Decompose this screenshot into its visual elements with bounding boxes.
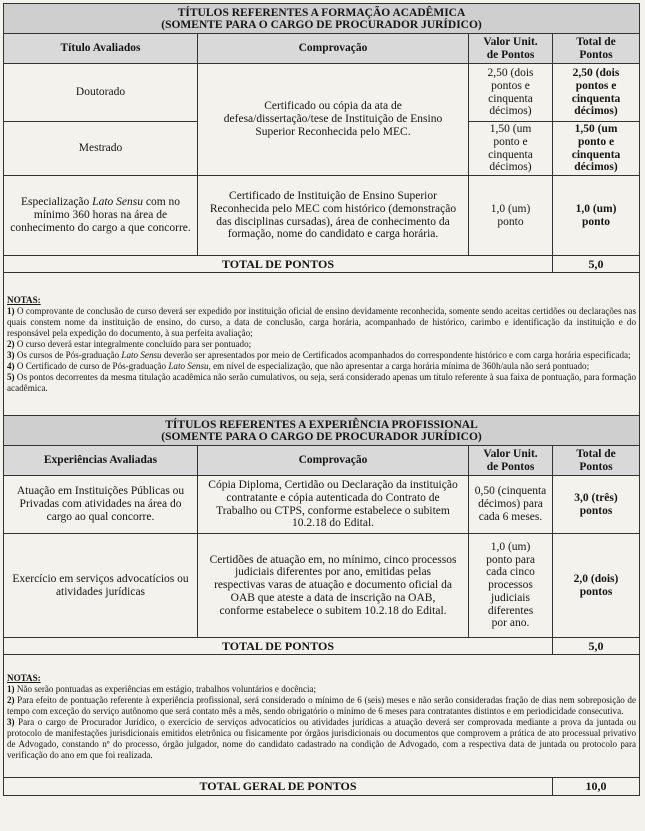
note-text: Os pontos decorrentes da mesma titulação acadêmica não serão cumulativos, ou seja, será considerado apenas um título referente à sua faixa de pontuação, para formação acadêmica. xyxy=(7,372,637,393)
experience-header-unit xyxy=(469,446,553,476)
note-text: deverão ser apresentados por meio de Certificados acompanhados do correspondente histórico e com carga horária especificada; xyxy=(161,350,631,360)
table-row xyxy=(4,476,640,534)
grand-total-label: TOTAL GERAL DE PONTOS xyxy=(4,778,553,796)
academic-notes xyxy=(4,273,640,416)
scoring-document xyxy=(3,3,639,796)
note-number: 1) xyxy=(7,306,15,316)
note-number: 5) xyxy=(7,372,15,382)
row-unit-mestrado: 1,50 (um ponto e cinquenta décimos) xyxy=(469,122,553,176)
row-title-atuacao: Atuação em Instituições Públicas ou Privadas com atividades na área do cargo ao qual concorre. xyxy=(4,476,198,534)
academic-note-5 xyxy=(7,372,636,394)
experience-header-total-line1: Total de xyxy=(576,447,616,460)
row-unit-atuacao: 0,50 (cinquenta décimos) para cada 6 meses. xyxy=(469,476,553,534)
academic-total-label: TOTAL DE PONTOS xyxy=(4,256,553,273)
experience-header-total-line2: Pontos xyxy=(579,460,613,473)
experience-title-line1: TÍTULOS REFERENTES A EXPERIÊNCIA PROFISSIONAL xyxy=(165,419,478,431)
row-unit-doutorado: 2,50 (dois pontos e cinquenta décimos) xyxy=(469,64,553,122)
academic-header-total-line2: Pontos xyxy=(579,48,613,61)
academic-header-total-line1: Total de xyxy=(576,35,616,48)
experience-notes-row xyxy=(4,655,640,778)
experience-note-3 xyxy=(7,717,636,761)
note-text: Para o cargo de Procurador Jurídico, o exercício de serviços advocatícios ou atividades jurídicas a atuação deverá ser comprovada mediante a prova da juntada ou protocolo de manifestações jurisdicionais emitidos eletrônica ou fisicamente por órgãos jurisdicionais ou documentos que comprovem a prática de ato processual privativo de Advogado, constando nº do processo, órgão julgador, nome do candidato cadastrado na condição de Advogado, com a respectiva data de juntada ou protocolo para verificação do ano em que foi realizada. xyxy=(7,716,637,760)
table-row xyxy=(4,534,640,638)
academic-note-4 xyxy=(7,361,636,372)
row-title-doutorado: Doutorado xyxy=(4,64,198,122)
academic-header-unit xyxy=(469,34,553,64)
row-total-especializacao: 1,0 (um) ponto xyxy=(553,176,640,256)
table-row xyxy=(4,176,640,256)
academic-section-title xyxy=(4,4,640,34)
academic-notes-row xyxy=(4,273,640,416)
row-total-advocacia: 2,0 (dois) pontos xyxy=(553,534,640,638)
row-title-mestrado: Mestrado xyxy=(4,122,198,176)
academic-header-proof: Comprovação xyxy=(198,34,469,64)
academic-note-1 xyxy=(7,306,636,339)
academic-header-unit-line2: de Pontos xyxy=(486,48,535,61)
experience-note-1 xyxy=(7,684,636,695)
row-proof-shared: Certificado ou cópia da ata de defesa/dissertação/tese de Instituição de Ensino Superior Reconhecida pelo MEC. xyxy=(198,64,469,176)
academic-notes-title: NOTAS: xyxy=(7,295,41,305)
note-text: O Certificado de curso de Pós-graduação xyxy=(14,361,169,371)
especializacao-text-italic: Lato Sensu xyxy=(92,196,143,209)
row-total-atuacao: 3,0 (três) pontos xyxy=(553,476,640,534)
note-number: 3) xyxy=(7,350,15,360)
experience-notes xyxy=(4,655,640,778)
row-total-mestrado: 1,50 (um ponto e cinquenta décimos) xyxy=(553,122,640,176)
experience-header-unit-line1: Valor Unit. xyxy=(483,447,538,460)
experience-total-value: 5,0 xyxy=(553,638,640,655)
row-title-especializacao xyxy=(4,176,198,256)
note-text: Não serão pontuadas as experiências em estágio, trabalhos voluntários e docência; xyxy=(14,683,317,694)
experience-header-proof: Comprovação xyxy=(198,446,469,476)
experience-notes-title: NOTAS: xyxy=(7,672,41,683)
experience-header-row xyxy=(4,446,640,476)
note-text: Os cursos de Pós-graduação xyxy=(14,350,122,360)
academic-header-total xyxy=(553,34,640,64)
row-proof-advocacia: Certidões de atuação em, no mínimo, cinco processos judiciais diferentes por ano, emitidas pelas respectivas varas de atuação e documento oficial da OAB que ateste a data de inscrição na OAB, conforme estabelece o subitem 10.2.18 do Edital. xyxy=(198,534,469,638)
academic-titles-table xyxy=(3,3,640,796)
row-proof-especializacao: Certificado de Instituição de Ensino Superior Reconhecida pelo MEC com histórico (demonstração das disciplinas cursadas), área de conhecimento da formação, nome do candidato e carga horária. xyxy=(198,176,469,256)
experience-header-title: Experiências Avaliadas xyxy=(4,446,198,476)
note-number: 1) xyxy=(7,683,15,694)
experience-total-row xyxy=(4,638,640,655)
experience-note-2 xyxy=(7,695,636,717)
especializacao-text-post: com no mínimo 360 horas na área de conhecimento do cargo a que concorre. xyxy=(10,196,191,234)
row-unit-especializacao: 1,0 (um) ponto xyxy=(469,176,553,256)
experience-title-line2: (SOMENTE PARA O CARGO DE PROCURADOR JURÍDICO) xyxy=(161,430,482,443)
academic-header-title: Título Avaliados xyxy=(4,34,198,64)
row-total-doutorado: 2,50 (dois pontos e cinquenta décimos) xyxy=(553,64,640,122)
note-text: , em nível de especialização, que não apresentar a carga horária mínima de 360h/aula não será pontuado; xyxy=(208,361,590,371)
note-number: 3) xyxy=(7,716,15,727)
note-text-italic: Lato Sensu xyxy=(168,361,209,371)
table-row xyxy=(4,64,640,122)
experience-header-unit-line2: de Pontos xyxy=(486,460,535,473)
academic-header-row xyxy=(4,34,640,64)
academic-total-row xyxy=(4,256,640,273)
academic-title-line1: TÍTULOS REFERENTES A FORMAÇÃO ACADÊMICA xyxy=(177,7,466,19)
academic-total-value: 5,0 xyxy=(553,256,640,273)
academic-header-unit-line1: Valor Unit. xyxy=(483,35,538,48)
academic-title-line2: (SOMENTE PARA O CARGO DE PROCURADOR JURÍDICO) xyxy=(161,18,482,31)
note-text: Para efeito de pontuação referente à experiência profissional, será considerado o mínimo de 6 (seis) meses e não serão consideradas fração de dias nem sobreposição de tempo com exceção do serviço autônomo que será contato mês a mês, sendo obrigatório o mínimo de 6 meses para contratantes distintos e em periodicidade consecutiva. xyxy=(7,694,637,716)
row-title-advocacia: Exercício em serviços advocatícios ou atividades jurídicas xyxy=(4,534,198,638)
note-number: 4) xyxy=(7,361,15,371)
experience-header-total xyxy=(553,446,640,476)
note-number: 2) xyxy=(7,339,15,349)
note-text: O comprovante de conclusão de curso deverá ser expedido por instituição oficial de ensino devidamente reconhecida, somente sendo aceitas certidões ou declarações nas quais constem nome da instituição de ensino, do curso, a data de conclusão, carga horária, acompanhado de histórico, carimbo e identificação da instituição e do responsável pela expedição do documento, à sua perfeita avaliação; xyxy=(7,306,637,338)
grand-total-row xyxy=(4,778,640,796)
especializacao-text-pre: Especialização xyxy=(20,196,93,209)
row-proof-atuacao: Cópia Diploma, Certidão ou Declaração da instituição contratante e cópia autenticada do Contrato de Trabalho ou CTPS, conforme estabelece o subitem 10.2.18 do Edital. xyxy=(198,476,469,534)
note-text: O curso deverá estar integralmente concluído para ser pontuado; xyxy=(14,339,252,349)
experience-section-title xyxy=(4,416,640,446)
experience-total-label: TOTAL DE PONTOS xyxy=(4,638,553,655)
grand-total-value: 10,0 xyxy=(553,778,640,796)
note-number: 2) xyxy=(7,694,15,705)
row-unit-advocacia: 1,0 (um) ponto para cada cinco processos judiciais diferentes por ano. xyxy=(469,534,553,638)
note-text-italic: Lato Sensu xyxy=(121,350,162,360)
academic-note-3 xyxy=(7,350,636,361)
academic-note-2 xyxy=(7,339,636,350)
